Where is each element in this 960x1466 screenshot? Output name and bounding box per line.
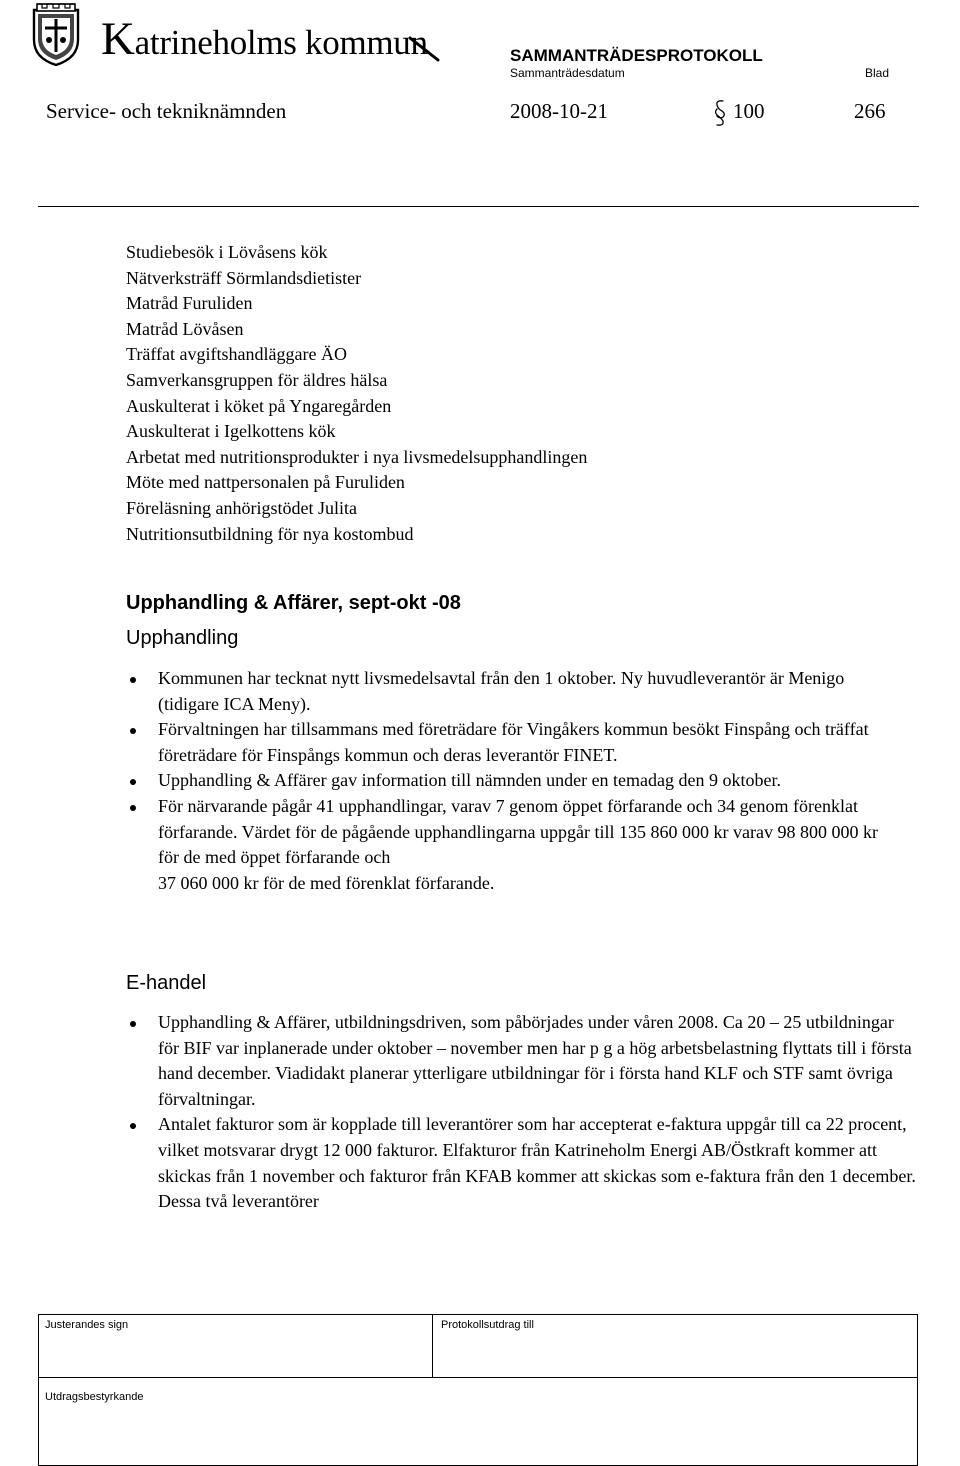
list-item: Auskulterat i Igelkottens kök (126, 421, 336, 442)
signature-box-divider (39, 1377, 917, 1378)
bullet-text: Upphandling & Affärer gav information till nämnden under en temadag den 9 oktober. (158, 770, 782, 791)
bullet-item (127, 794, 888, 896)
logo-initial: K (101, 13, 135, 65)
list-item: Arbetat med nutritionsprodukter i nya livsmedelsupphandlingen (126, 446, 588, 467)
list-item: Nutritionsutbildning för nya kostombud (126, 523, 414, 544)
list-item: Nätverksträff Sörmlandsdietister (126, 267, 362, 288)
ehandel-subheading: E-handel (126, 972, 207, 994)
meeting-date-label: Sammanträdesdatum (510, 66, 625, 80)
logo-wordmark: Katrineholms kommun (101, 13, 428, 65)
signature-box (38, 1314, 918, 1466)
bullet-icon (127, 1112, 139, 1138)
document-type: SAMMANTRÄDESPROTOKOLL (510, 46, 763, 65)
list-item: Matråd Lövåsen (126, 318, 244, 339)
list-item: Samverkansgruppen för äldres hälsa (126, 369, 388, 390)
header-divider (38, 206, 919, 207)
list-item: Auskulterat i köket på Yngaregården (126, 395, 392, 416)
bullet-text: Förvaltningen har tillsammans med företrädare för Vingåkers kommun besökt Finspång och träffat företrädare för Finspångs kommun och deras leverantör FINET. (158, 719, 869, 765)
committee-name: Service- och tekniknämnden (46, 99, 287, 123)
ehandel-bullet-list (127, 1010, 917, 1215)
bullet-icon (127, 666, 139, 692)
bullet-item (127, 717, 907, 768)
bullet-text: Antalet fakturor som är kopplade till leverantörer som har accepterat e-faktura uppgår till ca 22 procent, vilket motsvarar drygt 12 000 fakturor. Elfakturor från Katrineholm Energi AB/Östkraft kommer att skickas från 1 november och fakturor från KFAB kommer att skickas som e-faktura från den 1 december. Dessa två leverantörer (158, 1114, 916, 1212)
list-item: Studiebesök i Lövåsens kök (126, 242, 328, 262)
bullet-text-continuation: 37 060 000 kr för de med förenklat förfarande. (158, 872, 495, 893)
procurement-bullet-list (127, 666, 907, 896)
list-item: Föreläsning anhörigstödet Julita (126, 497, 357, 518)
adjuster-signature-label: Justerandes sign (45, 1319, 129, 1331)
section-heading: Upphandling & Affärer, sept-okt -08 (126, 592, 461, 614)
extract-certification-label: Utdragsbestyrkande (45, 1391, 144, 1403)
list-item: Träffat avgiftshandläggare ÄO (126, 344, 347, 365)
page-number: 266 (854, 99, 886, 123)
bullet-icon (127, 794, 139, 820)
paragraph-number: 100 (733, 99, 765, 123)
list-item: Matråd Furuliden (126, 293, 253, 314)
bullet-item (127, 768, 818, 794)
activity-list (126, 240, 587, 547)
bullet-text: Upphandling & Affärer, utbildningsdriven, som påbörjades under våren 2008. Ca 20 – 25 utbildningar för BIF var inplanerade under oktober – november men har p g a hög arbetsbelastning flyttats till i första hand december. Viadidakt planerar ytterligare utbildningar för i första hand KLF och STF samt övriga förvaltningar. (158, 1012, 912, 1109)
minutes-extract-label: Protokollsutdrag till (441, 1319, 534, 1331)
bullet-text: Kommunen har tecknat nytt livsmedelsavtal från den 1 oktober. Ny huvudleverantör är Menigo (tidigare ICA Meny). (158, 668, 845, 714)
swoosh-icon (408, 36, 440, 62)
page-label: Blad (865, 66, 890, 80)
procurement-subheading: Upphandling (126, 627, 239, 649)
meeting-date: 2008-10-21 (510, 99, 608, 123)
coat-of-arms-icon (31, 2, 81, 66)
bullet-icon (127, 717, 139, 743)
organization-name (101, 13, 428, 65)
bullet-item (127, 666, 902, 717)
bullet-icon (127, 768, 139, 794)
bullet-item (127, 1010, 917, 1112)
bullet-text: För närvarande pågår 41 upphandlingar, varav 7 genom öppet förfarande och 34 genom förenklat förfarande. Värdet för de pågående upphandlingarna uppgår till 135 860 000 kr varav 98 800 000 kr för de med öppet förfarande och (158, 795, 878, 868)
list-item: Möte med nattpersonalen på Furuliden (126, 472, 405, 493)
signature-box-divider (432, 1315, 433, 1377)
bullet-icon (127, 1010, 139, 1036)
bullet-item (127, 1112, 917, 1214)
section-sign-icon (713, 98, 727, 128)
